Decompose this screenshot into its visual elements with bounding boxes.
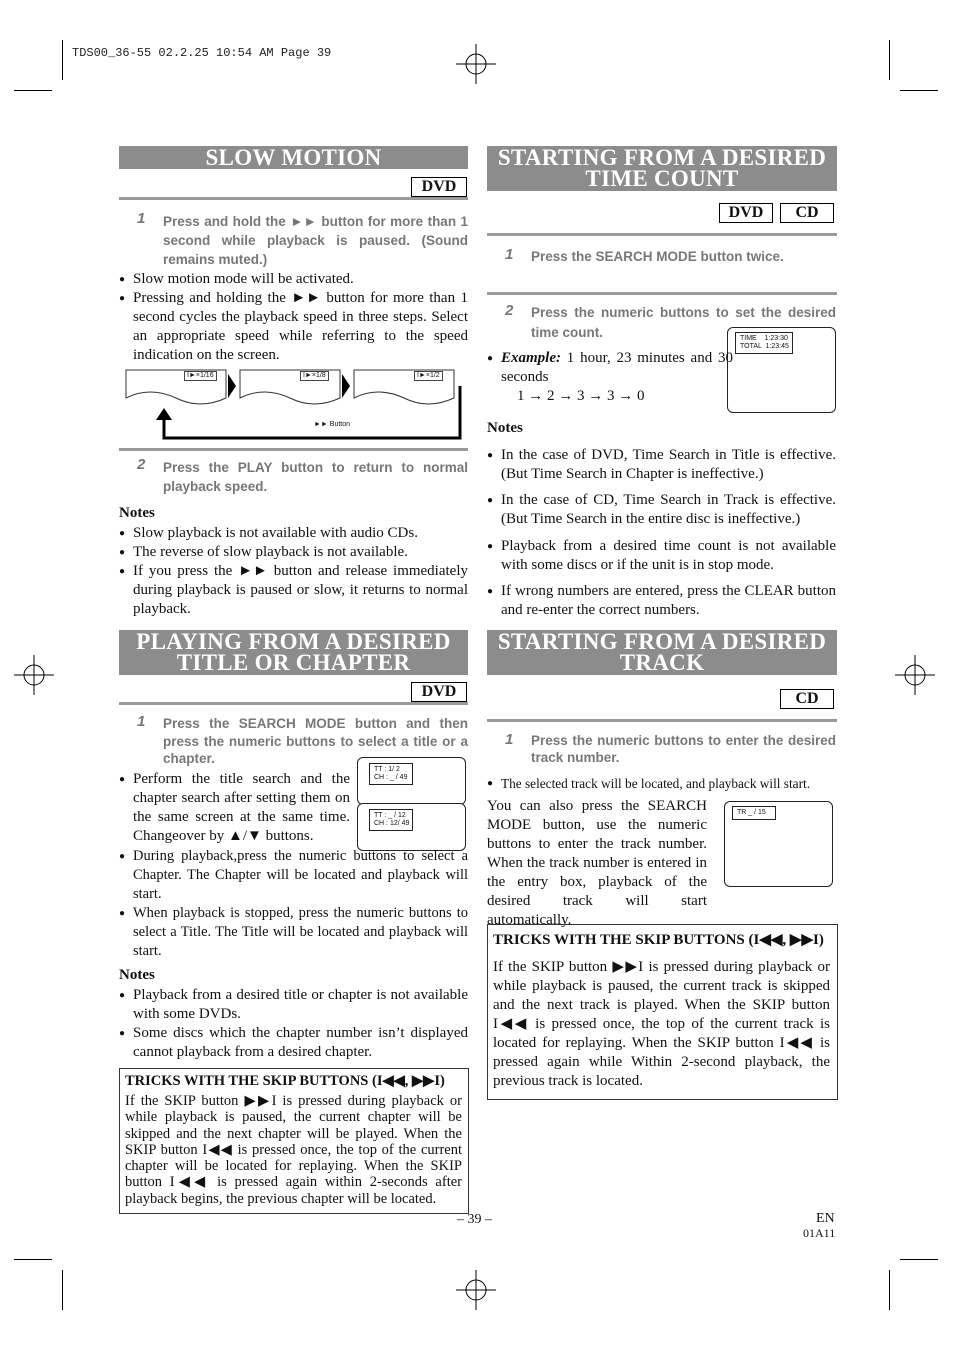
badge-dvd: DVD bbox=[719, 203, 773, 223]
section-rule bbox=[119, 448, 468, 451]
step-instruction: Press the numeric buttons to enter the desired track number. bbox=[531, 733, 836, 765]
step-number: 1 bbox=[505, 731, 514, 748]
step-instruction: Press and hold the ►► button for more than 1 second while playback is paused. (Sound remains muted.) bbox=[163, 214, 468, 267]
chapter-search-display: TT : _ / 12 CH : 12/ 49 bbox=[369, 809, 413, 831]
step-number: 1 bbox=[137, 210, 146, 227]
note-item: ● Slow playback is not available with audio CDs. bbox=[119, 524, 468, 543]
note-item: ● Some discs which the chapter number isn’t displayed cannot playback from a desired chapter. bbox=[119, 1024, 468, 1062]
step-instruction: Press the SEARCH MODE button and then press the numeric buttons to select a title or a chapter. bbox=[163, 716, 468, 766]
tricks-text: If the SKIP button ▶▶I is pressed during playback or while playback is paused, the current track is skipped and the next track is played. When the SKIP button I◀◀ is pressed once, the top of the current track is located for replaying. When the SKIP button I◀◀ is pressed again while Within 2-second playback, the previous track is located. bbox=[493, 959, 830, 1089]
section-title-time-count bbox=[487, 146, 837, 191]
section-rule bbox=[119, 702, 468, 705]
step-instruction: Press the PLAY button to return to normal playback speed. bbox=[163, 460, 468, 494]
title-line: STARTING FROM A DESIRED bbox=[497, 145, 827, 170]
section-rule bbox=[487, 292, 837, 295]
step-number: 2 bbox=[137, 456, 146, 473]
badge-dvd: DVD bbox=[411, 177, 467, 197]
crop-mark bbox=[14, 1259, 52, 1260]
crop-mark bbox=[62, 40, 63, 80]
note-item: ● In the case of DVD, Time Search in Title is effective. (But Time Search in Chapter is ineffective.) bbox=[487, 446, 836, 484]
speed-indicator: I►×1/8 bbox=[300, 371, 329, 381]
note-item: ● The reverse of slow playback is not available. bbox=[119, 543, 468, 562]
tricks-heading: TRICKS WITH THE SKIP BUTTONS (I◀◀, ▶▶I) bbox=[125, 1073, 445, 1089]
title-line: TIME COUNT bbox=[585, 166, 739, 191]
title-line: PLAYING FROM A DESIRED bbox=[136, 629, 451, 654]
example-sequence: 1 → 2 → 3 → 3 → 0 bbox=[517, 388, 645, 404]
note-item: ● Playback from a desired time count is not available with some discs or if the unit is in stop mode. bbox=[487, 537, 836, 575]
step-instruction: Press the numeric buttons to set the desired time count. bbox=[531, 305, 836, 340]
track-body-text: You can also press the SEARCH MODE button, use the numeric buttons to enter the track number. When the track number is entered in the entry box, playback of the desired track will start automatically. bbox=[487, 798, 707, 928]
notes-heading: Notes bbox=[119, 967, 155, 983]
registration-mark-icon bbox=[895, 655, 935, 695]
note-item: ● In the case of CD, Time Search in Track is effective. (But Time Search in the entire disc is ineffective.) bbox=[487, 491, 836, 529]
speed-indicator: I►×1/2 bbox=[414, 371, 443, 381]
document-code: 01A11 bbox=[803, 1226, 836, 1240]
tricks-heading: TRICKS WITH THE SKIP BUTTONS (I◀◀, ▶▶I) bbox=[493, 932, 824, 948]
note-item: ● If you press the ►► button and release immediately during playback is paused or slow, it returns to normal playback. bbox=[119, 562, 468, 619]
step-instruction: Press the SEARCH MODE button twice. bbox=[531, 249, 784, 264]
badge-cd: CD bbox=[780, 689, 834, 709]
time-search-display: TIME 1:23:30 TOTAL 1:23:45 bbox=[735, 332, 793, 354]
registration-mark-icon bbox=[456, 1270, 496, 1310]
crop-mark bbox=[900, 90, 938, 91]
section-rule bbox=[119, 197, 468, 200]
step-number: 1 bbox=[137, 713, 146, 730]
bullet-item: ● Pressing and holding the ►► button for more than 1 second cycles the playback speed in three steps. Select an appropriate speed while referring to the speed indication on the screen. bbox=[119, 289, 468, 365]
notes-heading: Notes bbox=[487, 420, 523, 436]
notes-heading: Notes bbox=[119, 505, 155, 521]
section-rule bbox=[487, 233, 837, 236]
badge-cd: CD bbox=[780, 203, 834, 223]
crop-mark bbox=[900, 1259, 938, 1260]
section-title-slow-motion: SLOW MOTION bbox=[119, 146, 468, 169]
language-code: EN bbox=[816, 1211, 835, 1226]
page-number: – 39 – bbox=[457, 1212, 492, 1227]
note-item: ● Playback from a desired title or chapter is not available with some DVDs. bbox=[119, 986, 468, 1024]
title-line: TRACK bbox=[619, 650, 705, 675]
registration-mark-icon bbox=[14, 655, 54, 695]
crop-mark bbox=[62, 1270, 63, 1310]
crop-mark bbox=[14, 90, 52, 91]
section-title-title-chapter bbox=[119, 630, 468, 675]
note-item: ● If wrong numbers are entered, press the CLEAR button and re-enter the correct numbers. bbox=[487, 582, 836, 620]
bullet-item: ● The selected track will be located, and playback will start. bbox=[487, 774, 851, 793]
crop-mark bbox=[889, 1270, 890, 1310]
tricks-text: If the SKIP button ▶▶I is pressed during playback or while playback is paused, the current chapter will be skipped and the next chapter will be played. When the SKIP button I◀◀ is pressed once, the top of the current chapter will be located for replaying. When the SKIP button I◀◀ is pressed again within 2-seconds after playback begins, the previous chapter will be located. bbox=[125, 1093, 462, 1207]
bullet-item: ● Perform the title search and the chapter search after setting them on the same screen at the same time. Changeover by ▲/▼ buttons. bbox=[119, 770, 350, 846]
section-rule bbox=[487, 719, 837, 722]
bullet-item: ● Slow motion mode will be activated. bbox=[119, 270, 468, 289]
bullet-item: ● During playback,press the numeric buttons to select a Chapter. The Chapter will be located and playback will start. bbox=[119, 847, 468, 904]
track-search-display: TR _ / 15 bbox=[732, 806, 776, 820]
speed-indicator: I►×1/16 bbox=[184, 371, 217, 381]
badge-dvd: DVD bbox=[411, 682, 467, 702]
step-number: 1 bbox=[505, 246, 514, 263]
print-header: TDS00_36-55 02.2.25 10:54 AM Page 39 bbox=[72, 46, 332, 60]
title-search-display: TT : 1/ 2 CH : _ / 49 bbox=[369, 763, 413, 785]
title-line: TITLE OR CHAPTER bbox=[176, 650, 411, 675]
step-number: 2 bbox=[505, 302, 514, 319]
crop-mark bbox=[889, 40, 890, 80]
section-title-track bbox=[487, 630, 837, 675]
bullet-item: ● When playback is stopped, press the numeric buttons to select a Title. The Title will be located and playback will start. bbox=[119, 904, 468, 961]
title-line: STARTING FROM A DESIRED bbox=[497, 629, 827, 654]
example-label: Example: bbox=[501, 350, 561, 366]
button-label: ►► Button bbox=[314, 421, 351, 428]
example-text: 1 hour, 23 minutes and 30 seconds bbox=[501, 350, 733, 385]
registration-mark-icon bbox=[456, 44, 496, 84]
example-item bbox=[487, 349, 733, 387]
